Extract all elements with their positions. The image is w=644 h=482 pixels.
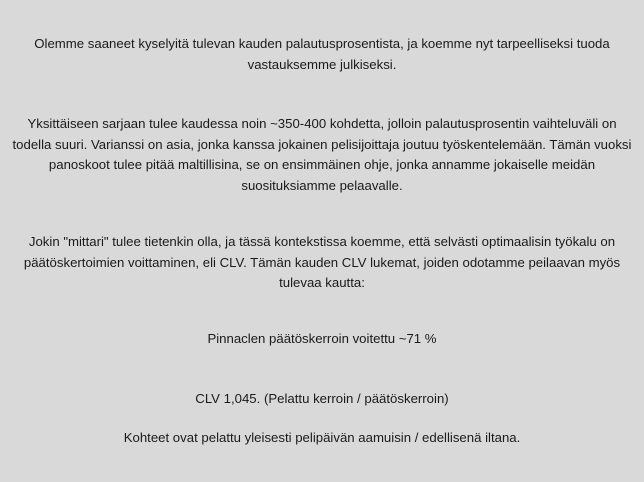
variance-paragraph: Yksittäiseen sarjaan tulee kaudessa noin ~350-400 kohdetta, jolloin palautusprosentin vaihteluväli on todella suuri. Varianssi on asia, jonka kanssa jokainen pelisijoittaja joutuu työskentelemään. Tämän vuoksi panoskoot tulee pitää maltillisina, se on ensimmäinen ohje, jonka annamme jokaiselle meidän suosituksiamme pelaavalle. [12,116,632,193]
intro-paragraph: Olemme saaneet kyselyitä tulevan kauden palautusprosentista, ja koemme nyt tarpeelliseksi tuoda vastauksemme julkiseksi. [34,36,610,72]
timing-note: Kohteet ovat pelattu yleisesti pelipäivän aamuisin / edellisenä iltana. [123,430,521,445]
clv-stat: CLV 1,045. (Pelattu kerroin / päätöskerroin) [195,391,449,406]
metric-paragraph: Jokin "mittari" tulee tietenkin olla, ja tässä kontekstissa koemme, että selvästi optimaalisin työkalu on päätöskertoimien voittaminen, eli CLV. Tämän kauden CLV lukemat, joiden odotamme peilaavan myös tulevaa kautta: [23,234,621,290]
closing-odds-stat: Pinnaclen päätöskerroin voitettu ~71 % [207,331,437,346]
